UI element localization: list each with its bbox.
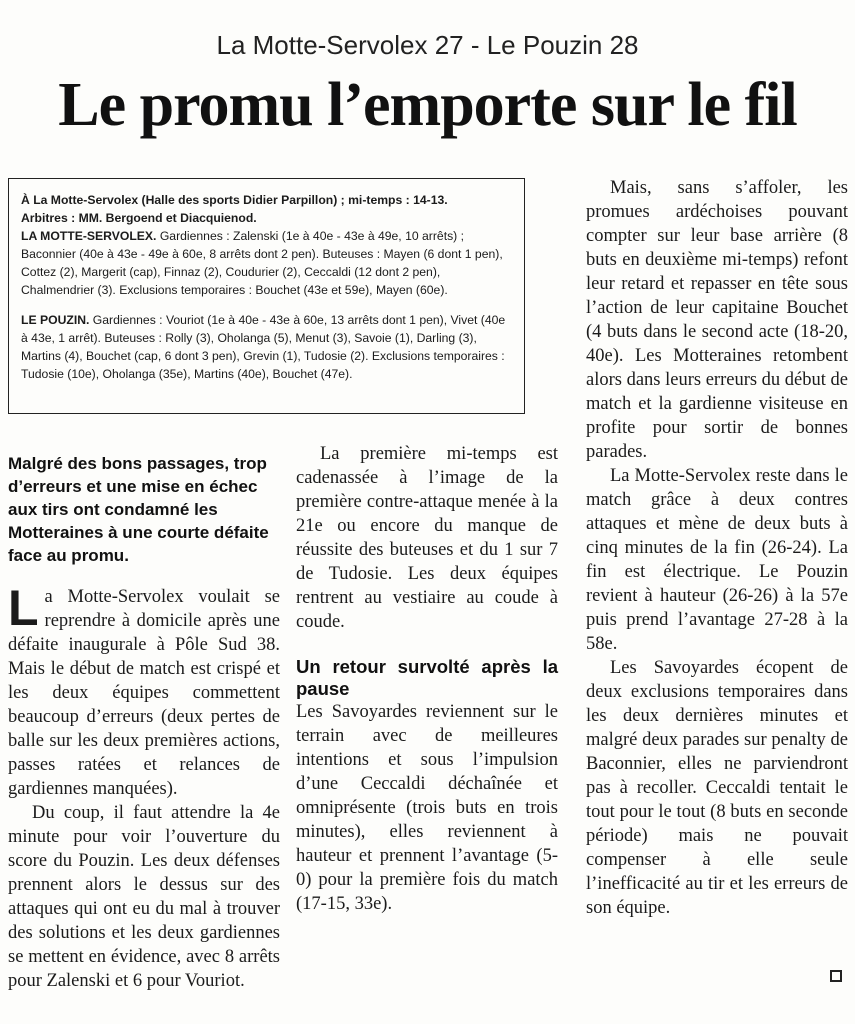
lead-paragraph: Malgré des bons passages, trop d’erreurs et une mise en échec aux tirs ont condamné les Motteraines à une courte défaite face au promu.	[8, 454, 269, 565]
team2-text: Gardiennes : Vouriot (1e à 40e - 43e à 60e, 13 arrêts dont 1 pen), Vivet (40e à 43e, 1 arrêt). Buteuses : Rolly (3), Oholanga (5), Menut (3), Savoie (1), Darling (3), Martins (4), Bouchet (cap, 6 dont 3 pen), Grevin (1), Tudosie (2). Exclusions temporaires : Tudosie (10e), Oholanga (35e), Martins (40e), Bouchet (47e).	[21, 313, 506, 381]
match-info-box	[8, 178, 525, 414]
drop-cap: L	[8, 580, 39, 636]
team1-text: Gardiennes : Zalenski (1e à 40e - 43e à 49e, 10 arrêts) ; Baconnier (40e à 43e - 49e à 60e, 8 arrêts dont 2 pen). Buteuses : Mayen (6 dont 1 pen), Cottez (2), Margerit (cap), Finnaz (2), Coudurier (2), Ceccaldi (12 dont 2 pen), Chalmendrier (3). Exclusions temporaires : Bouchet (43e et 59e), Mayen (60e).	[21, 229, 503, 297]
headline: Le promu l’emporte sur le fil	[58, 71, 797, 139]
article-paragraph-1	[8, 580, 280, 801]
article-paragraph-7: Les Savoyardes écopent de deux exclusions temporaires dans les deux dernières minutes et malgré deux parades sur penalty de Baconnier, elles ne parviendront pas à recoller. Ceccaldi tentait le tout pour le tout (8 buts en seconde période) mais ne pouvait compenser à elle seule l’inefficacité au tir et les erreurs de son équipe.	[586, 658, 848, 918]
article-paragraph-4: Les Savoyardes reviennent sur le terrain avec de meilleures intentions et sous l’impulsion d’une Ceccaldi déchaînée et omniprésente (trois buts en trois minutes), elles reviennent à hauteur et prennent l’avantage (5-0) pour la première fois du match (17-15, 33e).	[296, 702, 558, 914]
paragraph-1-text: a Motte-Servolex voulait se reprendre à domicile après une défaite inaugurale à Pôle Sud 38. Mais le début de match est crispé et les deux équipes commettent beaucoup d’erreurs (deux pertes de balle sur les deux premières actions, passes ratées et relances de gardiennes manquées).	[8, 587, 280, 799]
end-mark-icon	[830, 970, 842, 982]
team2-info	[21, 311, 512, 383]
article-paragraph-2: Du coup, il faut attendre la 4e minute pour voir l’ouverture du score du Pouzin. Les deux défenses prennent alors le dessus sur des attaques qui ont eu du mal à trouver des solutions et les deux gardiennes se mettent en évidence, avec 8 arrêts pour Zalenski et 6 pour Vouriot.	[8, 803, 280, 991]
team1-name: LA MOTTE-SERVOLEX.	[21, 229, 157, 243]
kicker: La Motte-Servolex 27 - Le Pouzin 28	[216, 30, 639, 60]
venue: À La Motte-Servolex (Halle des sports Didier Parpillon) ; mi-temps : 14-13.	[21, 193, 448, 207]
article-paragraph-5: Mais, sans s’affoler, les promues ardéchoises pouvant compter sur leur base arrière (8 buts en deuxième mi-temps) refont leur retard et repasser en tête sous l’action de leur capitaine Bouchet (4 buts dans le second acte (18-20, 40e). Les Motteraines retombent alors dans leurs erreurs du début de match et la gardienne visiteuse en profite pour sortir de bonnes parades.	[586, 178, 848, 462]
subheading: Un retour survolté après la pause	[296, 656, 558, 699]
team2-name: LE POUZIN.	[21, 313, 90, 327]
referees: Arbitres : MM. Bergoend et Diacquienod.	[21, 211, 257, 225]
article-paragraph-3: La première mi-temps est cadenassée à l’image de la première contre-attaque menée à la 21e ou encore du manque de réussite des buteuses et du 1 sur 7 de Tudosie. Les deux équipes rentrent au vestiaire au coude à coude.	[296, 444, 558, 632]
team1-info	[21, 227, 512, 299]
article-paragraph-6: La Motte-Servolex reste dans le match grâce à deux contres attaques et mène de deux buts à cinq minutes de la fin (26-24). La fin est électrique. Le Pouzin revient à hauteur (26-26) à la 57e puis prend l’avantage 27-28 à la 58e.	[586, 466, 848, 654]
article-column-2	[296, 442, 558, 916]
article-column-3	[586, 176, 848, 920]
article-column-1	[8, 580, 280, 993]
